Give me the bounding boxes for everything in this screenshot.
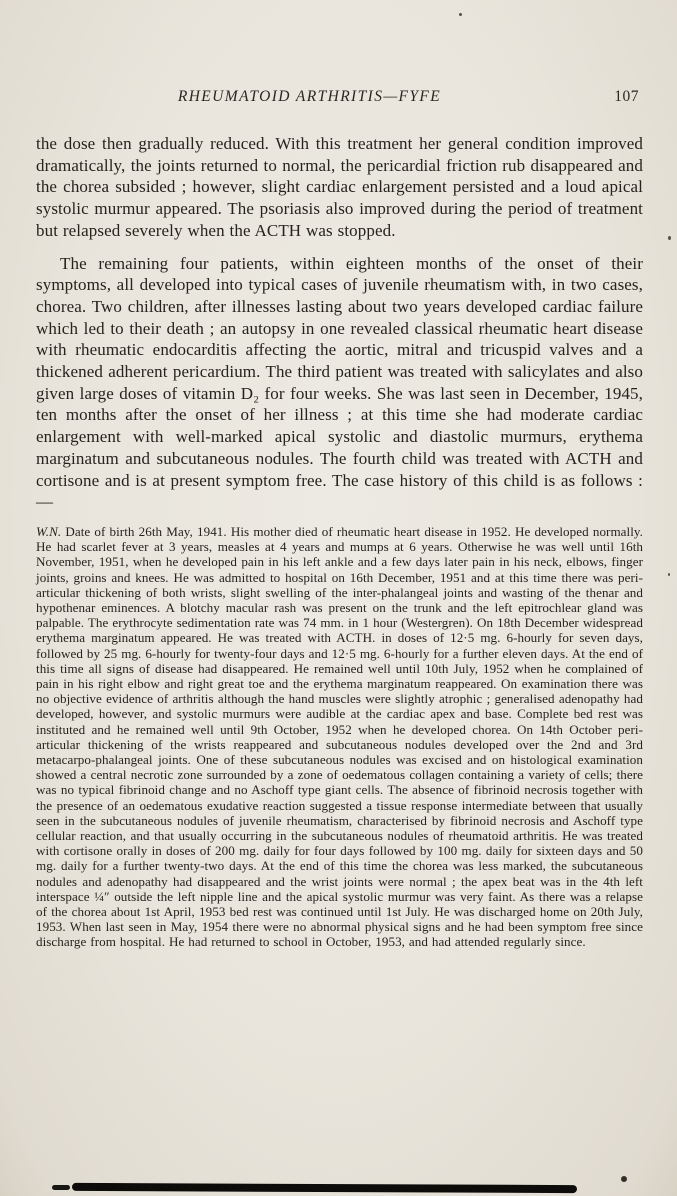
page-number: 107 (614, 88, 639, 105)
scan-speck (459, 13, 462, 16)
body-paragraph-2: The remaining four patients, within eighteen months of the onset of their symptoms, all developed into typical cases of juvenile rheumatism with, in two cases, chorea. Two children, after illnesses lasting about two years developed cardiac failure which led to their death ; an autopsy in one revealed classical rheumatic heart disease with rheumatic endocarditis affecting the aortic, mitral and tricuspid valves and a thickened adherent pericardium. The third patient was treated with salicylates and also given large doses of vitamin D₂ for four weeks. She was last seen in December, 1945, ten months after the onset of her illness ; at this time she had moderate cardiac enlargement with well-marked apical systolic and diastolic murmurs, erythema marginatum and subcutaneous nodules. The fourth child was treated with ACTH and cortisone and is at present symptom free. The case history of this child is as follows :— (36, 253, 643, 512)
scan-speck (668, 573, 670, 576)
article-body (36, 133, 643, 950)
scan-artifact-blob (52, 1185, 70, 1190)
case-history-initials: W.N. (36, 523, 62, 539)
body-paragraph-1: the dose then gradually reduced. With this treatment her general condition improved dramatically, the joints returned to normal, the pericardial friction rub disappeared and the chorea subsided ; however, slight cardiac enlargement persisted and a loud apical systolic murmur appeared. The psoriasis also improved during the period of treatment but relapsed severely when the ACTH was stopped. (36, 134, 643, 240)
scan-speck (668, 236, 671, 240)
page-header (36, 88, 643, 108)
case-history-text: Date of birth 26th May, 1941. His mother died of rheumatic heart disease in 1952. He developed normally. He had scarlet fever at 3 years, measles at 4 years and mumps at 6 years. Otherwise he was well until 16th November, 1951, when he developed pain in his left ankle and a few days later pain in his neck, elbows, finger joints, groins and knees. He was admitted to hospital on 16th December, 1951 and at this time there was peri-articular thickening of both wrists, slight swelling of the inter-phalangeal joints and wasting of the thenar and hypothenar eminences. A blotchy macular rash was present on the trunk and the left epitrochlear gland was palpable. The erythrocyte sedimentation rate was 74 mm. in 1 hour (Westergren). On 18th December widespread erythema marginatum appeared. He was treated with ACTH. in doses of 12·5 mg. 6-hourly for seven days, followed by 25 mg. 6-hourly for twenty-four days and 12·5 mg. 6-hourly for a further eleven days. At the end of this time all signs of disease had disappeared. He remained well until 10th July, 1952 when he complained of pain in his right elbow and right great toe and the erythema marginatum reappeared. On examination there was no objective evidence of arthritis although the hand muscles were slightly atrophic ; generalised adenopathy had developed, however, and systolic murmurs were audible at the cardiac apex and base. Complete bed rest was instituted and he remained well until 9th October, 1952 when he developed chorea. On 14th October peri-articular thickening of the wrists reappeared and subcutaneous nodules developed over the 2nd and 3rd metacarpo-phalangeal joints. One of these subcutaneous nodules was excised and on histological examination showed a central necrotic zone surrounded by a zone of oedematous collagen containing a variety of cells; there was no typical fibrinoid change and no Aschoff type giant cells. The absence of fibrinoid necrosis together with the presence of an oedematous exudative reaction suggested a tissue response intermediate between that usually seen in the subcutaneous nodules of juvenile rheumatism, characterised by fibrinoid necrosis and Aschoff type cellular reaction, and that usually occurring in the subcutaneous nodules of rheumatoid arthritis. He was treated with cortisone orally in doses of 200 mg. daily for four days followed by 100 mg. daily for sixteen days and 50 mg. daily for a further twenty-two days. At the end of this time the chorea was less marked, the subcutaneous nodules and adenopathy had disappeared and the wrist joints were normal ; the apex beat was in the 4th left interspace ¼″ outside the left nipple line and the apical systolic murmur was very faint. As there was a relapse of the chorea about 1st April, 1953 bed rest was continued until 1st July. He was discharged home on 20th July, 1953. When last seen in May, 1954 there were no abnormal physical signs and he had been symptom free since discharge from hospital. He had returned to school in October, 1953, and had attended regularly since. (36, 523, 643, 950)
scan-artifact-line (72, 1183, 577, 1193)
case-history-paragraph (36, 524, 643, 950)
running-title: RHEUMATOID ARTHRITIS—FYFE (177, 88, 442, 105)
scan-speck (621, 1176, 627, 1182)
